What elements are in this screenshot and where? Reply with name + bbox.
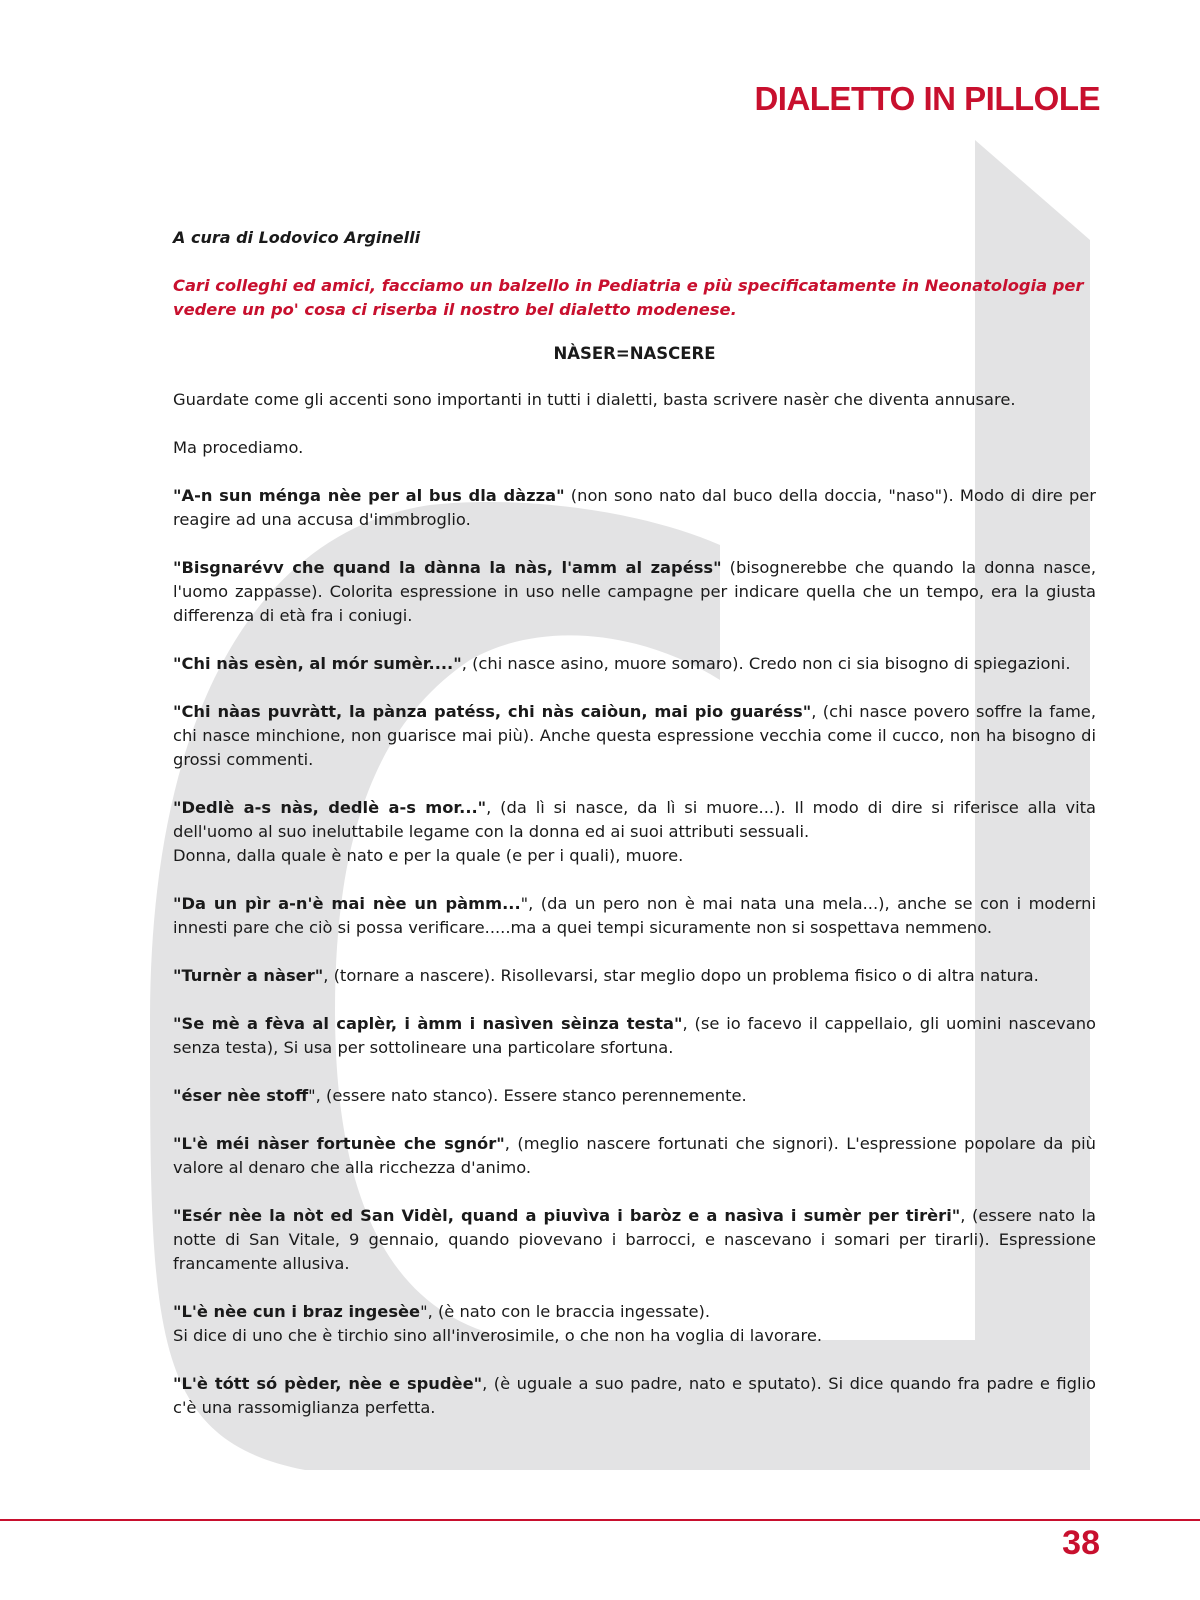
dialect-phrase: "Bisgnarévv che quand la dànna la nàs, l'amm al zapéss" [173,558,722,577]
dialect-phrase: "Chi nàs esèn, al mór sumèr...." [173,654,462,673]
body-paragraph [173,556,1096,628]
paragraph-text: , (è uguale a suo padre, nato e sputato). Si dice quando fra padre e figlio c'è una rassomiglianza perfetta. [173,1374,1096,1417]
paragraph-text: ", (essere nato stanco). Essere stanco perennemente. [308,1086,747,1105]
page-number: 38 [1062,1524,1100,1562]
body-paragraph [173,1012,1096,1060]
dialect-phrase: "L'è tótt só pèder, nèe e spudèe" [173,1374,483,1393]
article-author: A cura di Lodovico Arginelli [173,228,421,247]
body-paragraph [173,1372,1096,1420]
footer-divider [0,1519,1200,1521]
body-paragraph [173,1084,1096,1108]
paragraph-text: , (chi nasce povero soffre la fame, chi nasce minchione, non guarisce mai più). Anche questa espressione vecchia come il cucco, non ha bisogno di grossi commenti. [173,702,1096,769]
paragraph-text: , (tornare a nascere). Risollevarsi, star meglio dopo un problema fisico o di altra natura. [323,966,1039,985]
dialect-phrase: "Turnèr a nàser" [173,966,324,985]
paragraph-text: ", (è nato con le braccia ingessate). [420,1302,711,1321]
body-paragraph [173,892,1096,940]
body-paragraph [173,1324,1096,1348]
body-paragraph [173,964,1096,988]
dialect-phrase: "A-n sun ménga nèe per al bus dla dàzza" [173,486,565,505]
dialect-phrase: "L'è nèe cun i braz ingesèe [173,1302,421,1321]
paragraph-text: ", (da un pero non è mai nata una mela...), anche se con i moderni innesti pare che ciò si possa verificare.....ma a quei tempi sicuramente non si sospettava nemmeno. [173,894,1096,937]
body-paragraph [173,796,1096,844]
page-title: DIALETTO IN PILLOLE [754,80,1100,117]
paragraph-text: (non sono nato dal buco della doccia, "naso"). Modo di dire per reagire ad una accusa d'immbroglio. [173,486,1096,529]
body-paragraph [173,844,1096,868]
dialect-phrase: "Chi nàas puvràtt, la pànza patéss, chi nàs caiòun, mai pio guaréss" [173,702,812,721]
paragraph-text: , (se io facevo il cappellaio, gli uomini nascevano senza testa), Si usa per sottolineare una particolare sfortuna. [173,1014,1097,1057]
body-paragraph [173,1300,1096,1324]
body-paragraph [173,1132,1096,1180]
dialect-phrase: "Esér nèe la nòt ed San Vidèl, quand a piuvìva i baròz e a nasìva i sumèr per tirèri" [173,1206,961,1225]
section-title: NÀSER=NASCERE [553,344,716,363]
paragraph-text: , (da lì si nasce, da lì si muore...). Il modo di dire si riferisce alla vita dell'uomo al suo ineluttabile legame con la donna ed ai suoi attributi sessuali. [173,798,1096,841]
dialect-phrase: "Da un pìr a-n'è mai nèe un pàmm... [173,894,521,913]
paragraph-text: Si dice di uno che è tirchio sino all'inverosimile, o che non ha voglia di lavorare. [173,1326,823,1345]
paragraph-text: Ma procediamo. [173,438,304,457]
body-paragraph [173,700,1096,772]
article-intro: Cari colleghi ed amici, facciamo un balzello in Pediatria e più specificatamente in Neonatologia per vedere un po' cosa ci riserba il nostro bel dialetto modenese. [173,276,1084,319]
dialect-phrase: "Se mè a fèva al caplèr, i àmm i nasìven sèinza testa" [173,1014,683,1033]
body-paragraph [173,436,1096,460]
dialect-phrase: "éser nèe stoff [173,1086,309,1105]
paragraph-text: , (chi nasce asino, muore somaro). Credo non ci sia bisogno di spiegazioni. [461,654,1071,673]
paragraph-text: , (meglio nascere fortunati che signori). L'espressione popolare da più valore al denaro che alla ricchezza d'animo. [173,1134,1096,1177]
dialect-phrase: "L'è méi nàser fortunèe che sgnór" [173,1134,505,1153]
paragraph-text: , (essere nato la notte di San Vitale, 9 gennaio, quando piovevano i barrocci, e nascevano i somari per tirarli). Espressione francamente allusiva. [173,1206,1097,1273]
body-paragraph [173,652,1096,676]
paragraph-text: Donna, dalla quale è nato e per la quale (e per i quali), muore. [173,846,684,865]
paragraph-text: Guardate come gli accenti sono importanti in tutti i dialetti, basta scrivere nasèr che diventa annusare. [173,390,1016,409]
body-paragraph [173,388,1096,412]
dialect-phrase: "Dedlè a-s nàs, dedlè a-s mor..." [173,798,487,817]
body-paragraph [173,484,1096,532]
paragraph-list [173,388,1096,1420]
body-paragraph [173,1204,1096,1276]
paragraph-text: (bisognerebbe che quando la donna nasce, l'uomo zappasse). Colorita espressione in uso nelle campagne per indicare quella che un tempo, era la giusta differenza di età fra i coniugi. [173,558,1096,625]
article-body [173,226,1096,1444]
